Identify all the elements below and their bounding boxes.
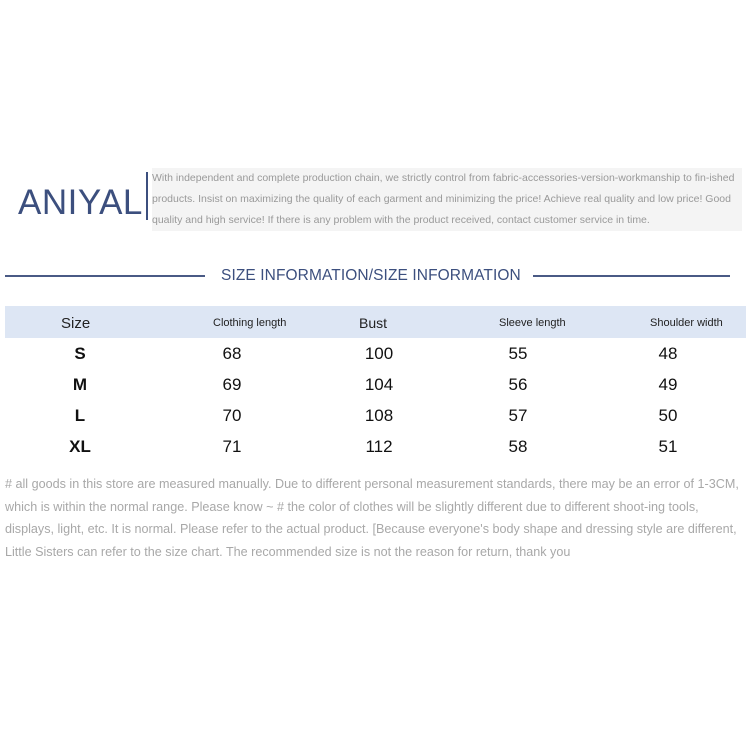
table-cell: 70: [222, 406, 242, 425]
brand-logo: ANIYAL: [18, 183, 143, 222]
table-cell: 58: [508, 437, 528, 456]
header-clothing-length: Clothing length: [213, 317, 287, 329]
table-cell-size: M: [72, 375, 88, 394]
header-bust: Bust: [359, 315, 388, 331]
header-sleeve-length: Sleeve length: [499, 317, 566, 329]
table-cell-size: L: [74, 406, 86, 425]
section-line-right: [533, 275, 730, 277]
table-cell: 104: [364, 375, 394, 394]
section-title: SIZE INFORMATION/SIZE INFORMATION: [221, 267, 521, 284]
brand-divider: [146, 172, 148, 220]
table-cell: 100: [364, 344, 394, 363]
intro-text: With independent and complete production chain, we strictly control from fabric-accessories-version-workmanship to fin-ished products. Insist on maximizing the quality of each garment and minimizing the price! Achieve real quality and low price! Good quality and high service! If there is any problem with the product received, contact customer service in time.: [152, 168, 742, 231]
table-cell: 108: [364, 406, 394, 425]
table-cell: 71: [222, 437, 242, 456]
table-cell: 51: [658, 437, 678, 456]
table-cell-size: S: [74, 344, 86, 363]
table-cell: 55: [508, 344, 528, 363]
table-cell: 56: [508, 375, 528, 394]
section-line-left: [5, 275, 205, 277]
table-cell: 69: [222, 375, 242, 394]
size-table-header: [5, 306, 746, 338]
table-cell: 50: [658, 406, 678, 425]
header-size: Size: [61, 315, 91, 332]
table-cell: 49: [658, 375, 678, 394]
header-shoulder-width: Shoulder width: [650, 317, 723, 329]
table-cell: 68: [222, 344, 242, 363]
table-cell-size: XL: [69, 437, 91, 456]
table-cell: 57: [508, 406, 528, 425]
table-cell: 48: [658, 344, 678, 363]
table-cell: 112: [365, 437, 393, 456]
measurement-note: # all goods in this store are measured manually. Due to different personal measurement standards, there may be an error of 1-3CM, which is within the normal range. Please know ~ # the color of clothes will be slightly different due to different shoot-ing tools, displays, light, etc. It is normal. Please refer to the actual product. [Because everyone's body shape and dressing style are different, Little Sisters can refer to the size chart. The recommended size is not the reason for return, thank you: [5, 477, 739, 559]
